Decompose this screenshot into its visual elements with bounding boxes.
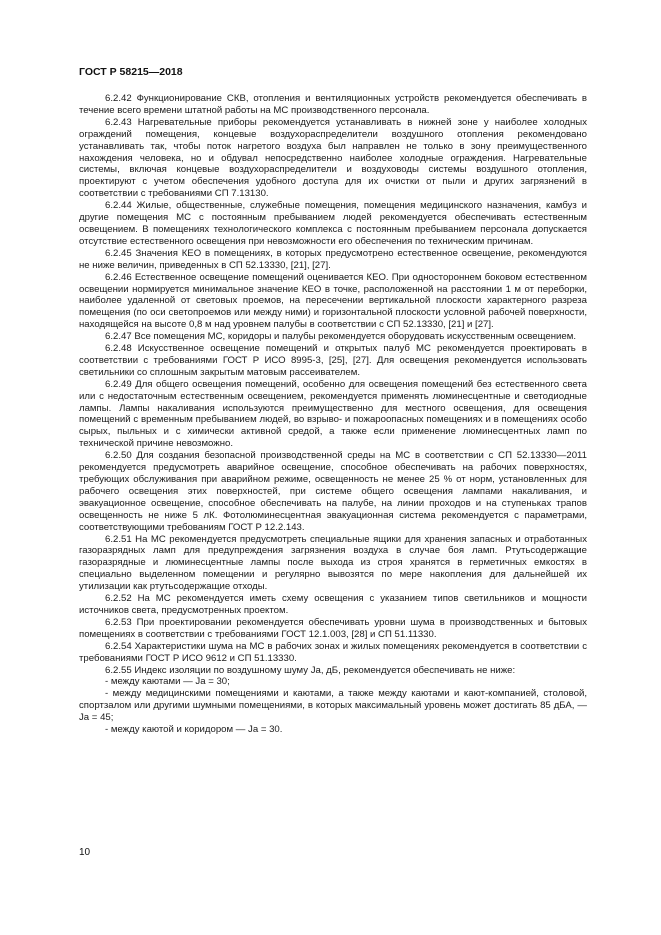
document-header: ГОСТ Р 58215—2018	[79, 66, 183, 78]
paragraph-6-2-47: 6.2.47 Все помещения МС, коридоры и палубы рекомендуется оборудовать искусственным освещением.	[105, 331, 576, 343]
paragraph-6-2-46: 6.2.46 Естественное освещение помещений оценивается КЕО. При одностороннем боковом естественном освещении нормируется минимальное значение КЕО в точке, расположенной на расстоянии 1 м от переборки, наиболее удаленной от световых проемов, на пересечении вертикальной плоскости характерного разреза помещения (по оси светопроемов или между ними) и горизонтальной плоскости условной рабочей поверхности, находящейся на высоте 0,8 м над уровнем палубы в соответствии с СП 52.13330, [21] и [27].	[79, 271, 587, 331]
paragraph-6-2-52: 6.2.52 На МС рекомендуется иметь схему освещения с указанием типов светильников и мощности источников света, предусмотренных проектом.	[79, 593, 587, 616]
list-item: - между каютами — Ja = 30;	[105, 676, 230, 688]
paragraph-6-2-45: 6.2.45 Значения КЕО в помещениях, в которых предусмотрено естественное освещение, рекомендуются не ниже величин, приведенных в СП 52.13330, [21], [27].	[79, 247, 587, 271]
paragraph-6-2-50: 6.2.50 Для создания безопасной производственной среды на МС в соответствии с СП 52.13330—2011 рекомендуется предусмотреть аварийное освещение, способное обеспечивать на рабочих поверхностях, требующих обслуживания при аварийном режиме, освещенность не менее 25 % от норм, установленных для рабочего освещения этих поверхностей, при системе общего освещения лампами накаливания, и эвакуационное освещение, способное обеспечивать на палубе, на линии проходов и на ступеньках трапов освещенность не ниже 5 лК. Фотолюминесцентная эвакуационная система рекомендуется с параметрами, соответствующими требованиям ГОСТ Р 12.2.143.	[79, 450, 587, 533]
paragraph-6-2-48: 6.2.48 Искусственное освещение помещений и открытых палуб МС рекомендуется проектировать в соответствии с требованиями ГОСТ Р ИСО 8995-3, [25], [27]. Для освещения рекомендуется использовать светильники со сплошным закрытым матовым рассеивателем.	[79, 343, 587, 378]
paragraph-6-2-54: 6.2.54 Характеристики шума на МС в рабочих зонах и жилых помещениях рекомендуется в соответствии с требованиями ГОСТ Р ИСО 9612 и СП 51.13330.	[79, 640, 587, 664]
document-body	[79, 93, 587, 736]
paragraph-6-2-49: 6.2.49 Для общего освещения помещений, особенно для освещения помещений без естественного света или с недостаточным естественным освещением, рекомендуется применять люминесцентные и светодиодные лампы. Лампы накаливания используются преимущественно для местного освещения, для освещения помещений с временным пребыванием людей, во взрыво- и пожароопасных помещениях и в помещениях особо сырых, пыльных и с химически активной средой, а также если применение люминесцентных ламп по технической причине невозможно.	[79, 378, 587, 450]
paragraph-6-2-55: 6.2.55 Индекс изоляции по воздушному шуму Ja, дБ, рекомендуется обеспечивать не ниже:	[105, 664, 516, 676]
page-number: 10	[79, 847, 91, 858]
list-item: - между медицинскими помещениями и каютами, а также между каютами и кают-компанией, столовой, спортзалом или другими шумными помещениями, в которых максимальный уровень может достигать 85 дБА, — Ja = 45;	[79, 688, 587, 724]
paragraph-6-2-44: 6.2.44 Жилые, общественные, служебные помещения, помещения медицинского назначения, камбуз и другие помещения МС с постоянным пребыванием людей рекомендуется обеспечивать естественным освещением. В помещениях технологического комплекса с постоянным пребыванием персонала допускается отсутствие естественного освещения при невозможности его обеспечения по техническим причинам.	[79, 200, 587, 247]
paragraph-6-2-53: 6.2.53 При проектировании рекомендуется обеспечивать уровни шума в производственных и бытовых помещениях в соответствии с требованиями ГОСТ 12.1.003, [28] и СП 51.11330.	[79, 616, 587, 640]
paragraph-6-2-42: 6.2.42 Функционирование СКВ, отопления и вентиляционных устройств рекомендуется обеспечивать в течение всего времени штатной работы на МС производственного персонала.	[79, 93, 587, 116]
paragraph-6-2-43: 6.2.43 Нагревательные приборы рекомендуется устанавливать в нижней зоне у наиболее холодных ограждений помещения, концевые воздухораспределители воздушного отопления рекомендовано устанавливать так, чтобы поток нагретого воздуха был направлен не только в зону преимущественного нахождения человека, но и обдувал непосредственно наиболее холодные ограждения. Нагревательные системы, включая концевые воздухораспределители и воздуховоды системы воздушного отопления, проектируют с учетом обеспечения удобного доступа для их очистки от пыли и других загрязнений в соответствии с требованиями СП 7.13130.	[79, 116, 587, 200]
list-item: - между каютой и коридором — Ja = 30.	[105, 724, 283, 736]
paragraph-6-2-51: 6.2.51 На МС рекомендуется предусмотреть специальные ящики для хранения запасных и отработанных газоразрядных ламп для предупреждения загрязнения воздуха в случае боя ламп. Ртутьсодержащие газоразрядные и люминесцентные лампы после выхода из строя хранятся в герметичных емкостях в специально выделенном помещении и регулярно вывозятся по мере накопления для дальнейшей их утилизации как ртутьсодержащие отходы.	[79, 533, 587, 593]
